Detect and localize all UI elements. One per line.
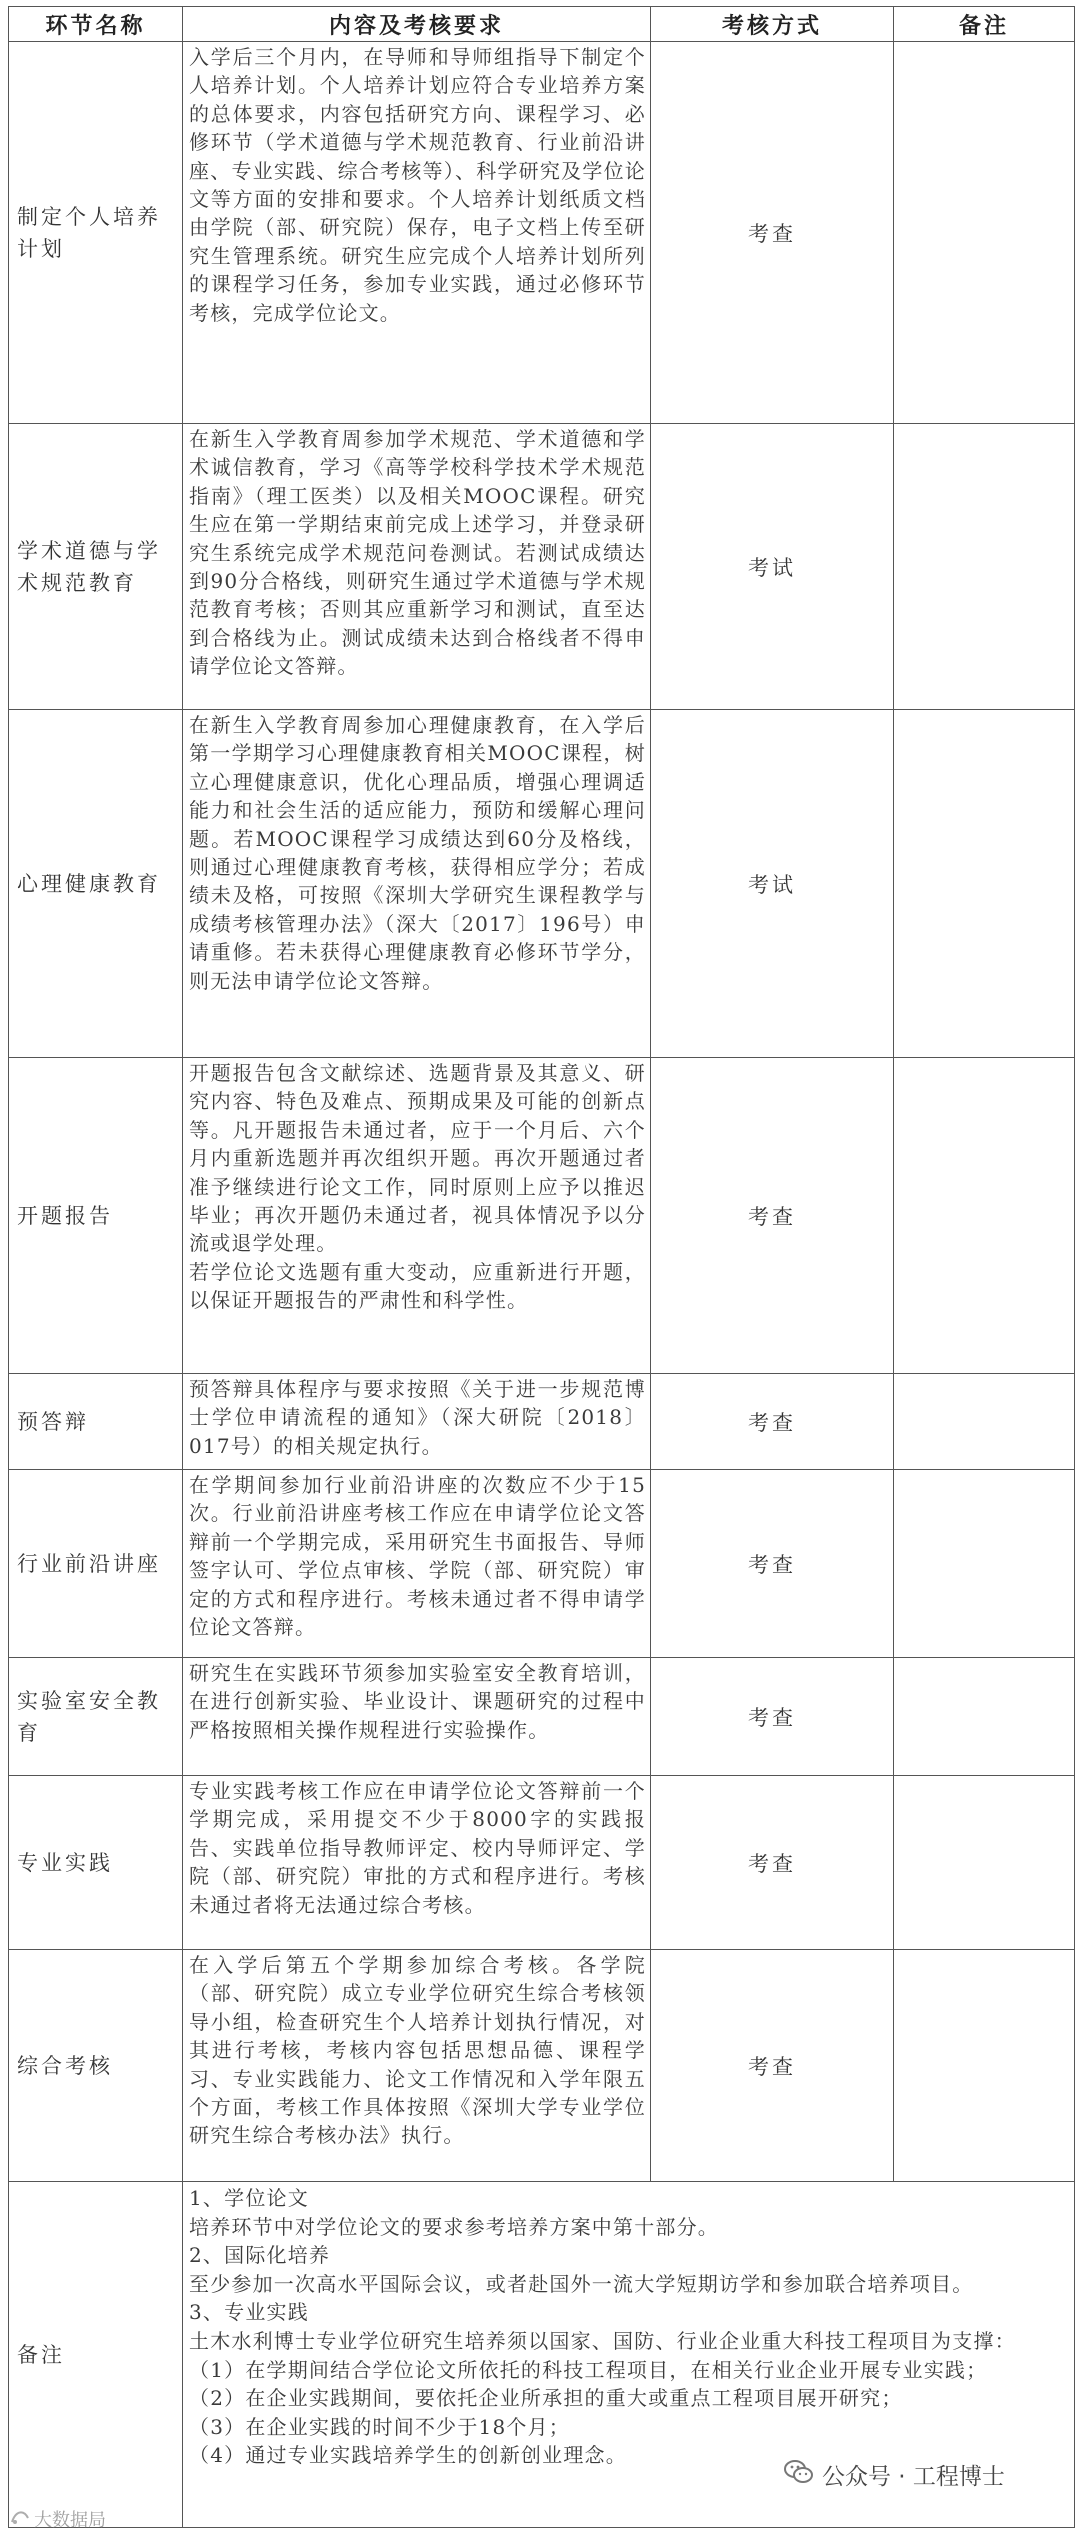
table-row [9, 1776, 1075, 1950]
assessment-method: 考查 [651, 1374, 894, 1470]
stage-content: 在新生入学教育周参加学术规范、学术道德和学术诚信教育，学习《高等学校科学技术学术规范指南》（理工医类）以及相关MOOC课程。研究生应在第一学期结束前完成上述学习，并登录研究生系统完成学术规范问卷测试。若测试成绩达到90分合格线，则研究生通过学术道德与学术规范教育考核；否则其应重新学习和测试，直至达到合格线为止。测试成绩未达到合格线者不得申请学位论文答辩。 [183, 424, 651, 710]
note-line: 1、学位论文 [189, 2186, 309, 2210]
source-watermark [10, 2506, 106, 2532]
stage-remark [894, 1658, 1075, 1776]
assessment-method: 考查 [651, 1658, 894, 1776]
stage-remark [894, 710, 1075, 1058]
stage-content: 专业实践考核工作应在申请学位论文答辩前一个学期完成，采用提交不少于8000字的实践报告、实践单位指导教师评定、校内导师评定、学院（部、研究院）审批的方式和程序进行。考核未通过者将无法通过综合考核。 [183, 1776, 651, 1950]
stage-remark [894, 424, 1075, 710]
assessment-method: 考查 [651, 42, 894, 424]
stage-remark [894, 1374, 1075, 1470]
stage-remark [894, 42, 1075, 424]
stage-remark [894, 1058, 1075, 1374]
table-row [9, 1950, 1075, 2182]
stage-remark [894, 1776, 1075, 1950]
stage-name: 实验室安全教育 [9, 1658, 183, 1776]
stage-name: 专业实践 [9, 1776, 183, 1950]
assessment-method: 考查 [651, 1950, 894, 2182]
stage-name: 制定个人培养计划 [9, 42, 183, 424]
stage-name: 心理健康教育 [9, 710, 183, 1058]
note-line: （1）在学期间结合学位论文所依托的科技工程项目，在相关行业企业开展专业实践； [189, 2357, 988, 2382]
stage-content: 研究生在实践环节须参加实验室安全教育培训，在进行创新实验、毕业设计、课题研究的过程中严格按照相关操作规程进行实验操作。 [183, 1658, 651, 1776]
stage-name: 开题报告 [9, 1058, 183, 1374]
note-line: 培养环节中对学位论文的要求参考培养方案中第十部分。 [189, 2214, 719, 2239]
note-line: （2）在企业实践期间，要依托企业所承担的重大或重点工程项目展开研究； [189, 2386, 903, 2411]
stage-name: 预答辩 [9, 1374, 183, 1470]
stage-content: 在学期间参加行业前沿讲座的次数应不少于15次。行业前沿讲座考核工作应在申请学位论文答辩前一个学期完成，采用研究生书面报告、导师签字认可、学位点审核、学院（部、研究院）审定的方式和程序进行。考核未通过者不得申请学位论文答辩。 [183, 1470, 651, 1658]
logo-icon [10, 2508, 30, 2531]
stage-content: 在入学后第五个学期参加综合考核。各学院（部、研究院）成立专业学位研究生综合考核领导小组，检查研究生个人培养计划执行情况，对其进行考核，考核内容包括思想品德、课程学习、专业实践能力、论文工作情况和入学年限五个方面，考核工作具体按照《深圳大学专业学位研究生综合考核办法》执行。 [183, 1950, 651, 2182]
table-row [9, 710, 1075, 1058]
wechat-account-label: 公众号 · 工程博士 [822, 2464, 1005, 2490]
wechat-watermark [784, 2458, 1005, 2491]
header-remark: 备注 [894, 7, 1075, 42]
stage-content: 在新生入学教育周参加心理健康教育，在入学后第一学期学习心理健康教育相关MOOC课程，树立心理健康意识，优化心理品质，增强心理调适能力和社会生活的适应能力，预防和缓解心理问题。若MOOC课程学习成绩达到60分及格线，则通过心理健康教育考核，获得相应学分；若成绩未及格，可按照《深圳大学研究生课程教学与成绩考核管理办法》（深大〔2017〕196号）申请重修。若未获得心理健康教育必修环节学分，则无法申请学位论文答辩。 [183, 710, 651, 1058]
header-content: 内容及考核要求 [183, 7, 651, 42]
note-line: 3、专业实践 [189, 2300, 309, 2325]
assessment-method: 考试 [651, 424, 894, 710]
table-row [9, 42, 1075, 424]
assessment-method: 考查 [651, 1470, 894, 1658]
assessment-method: 考查 [651, 1058, 894, 1374]
wechat-icon [784, 2459, 814, 2491]
stage-remark [894, 1950, 1075, 2182]
stage-content: 开题报告包含文献综述、选题背景及其意义、研究内容、特色及难点、预期成果及可能的创新点等。凡开题报告未通过者，应于一个月后、六个月内重新选题并再次组织开题。再次开题通过者准予继续进行论文工作，同时原则上应予以推迟毕业；再次开题仍未通过者，视具体情况予以分流或退学处理。 若学位论文选题有重大变动，应重新进行开题，以保证开题报告的严肃性和科学性。 [183, 1058, 651, 1374]
assessment-method: 考试 [651, 710, 894, 1058]
note-line: 土木水利博士专业学位研究生培养须以国家、国防、行业企业重大科技工程项目为支撑： [189, 2328, 1016, 2353]
training-table [8, 6, 1075, 2528]
table-row [9, 1374, 1075, 1470]
table-row [9, 1058, 1075, 1374]
stage-name: 综合考核 [9, 1950, 183, 2182]
note-line: 2、国际化培养 [189, 2243, 331, 2268]
assessment-method: 考查 [651, 1776, 894, 1950]
notes-label: 备注 [9, 2182, 183, 2528]
stage-content: 预答辩具体程序与要求按照《关于进一步规范博士学位申请流程的通知》（深大研院〔2018〕017号）的相关规定执行。 [183, 1374, 651, 1470]
header-stage-name: 环节名称 [9, 7, 183, 42]
note-line: （3）在企业实践的时间不少于18个月； [189, 2414, 570, 2439]
stage-content: 入学后三个月内，在导师和导师组指导下制定个人培养计划。个人培养计划应符合专业培养方案的总体要求，内容包括研究方向、课程学习、必修环节（学术道德与学术规范教育、行业前沿讲座、专业实践、综合考核等）、科学研究及学位论文等方面的安排和要求。个人培养计划纸质文档由学院（部、研究院）保存，电子文档上传至研究生管理系统。研究生应完成个人培养计划所列的课程学习任务，参加专业实践，通过必修环节考核，完成学位论文。 [183, 42, 651, 424]
table-row [9, 1658, 1075, 1776]
header-method: 考核方式 [651, 7, 894, 42]
table-row [9, 424, 1075, 710]
stage-name: 行业前沿讲座 [9, 1470, 183, 1658]
source-label: 大数据局 [34, 2510, 106, 2531]
stage-name: 学术道德与学术规范教育 [9, 424, 183, 710]
note-line: 至少参加一次高水平国际会议，或者赴国外一流大学短期访学和参加联合培养项目。 [189, 2271, 974, 2296]
table-row [9, 1470, 1075, 1658]
stage-remark [894, 1470, 1075, 1658]
table-header-row [9, 7, 1075, 42]
note-line: （4）通过专业实践培养学生的创新创业理念。 [189, 2443, 627, 2468]
